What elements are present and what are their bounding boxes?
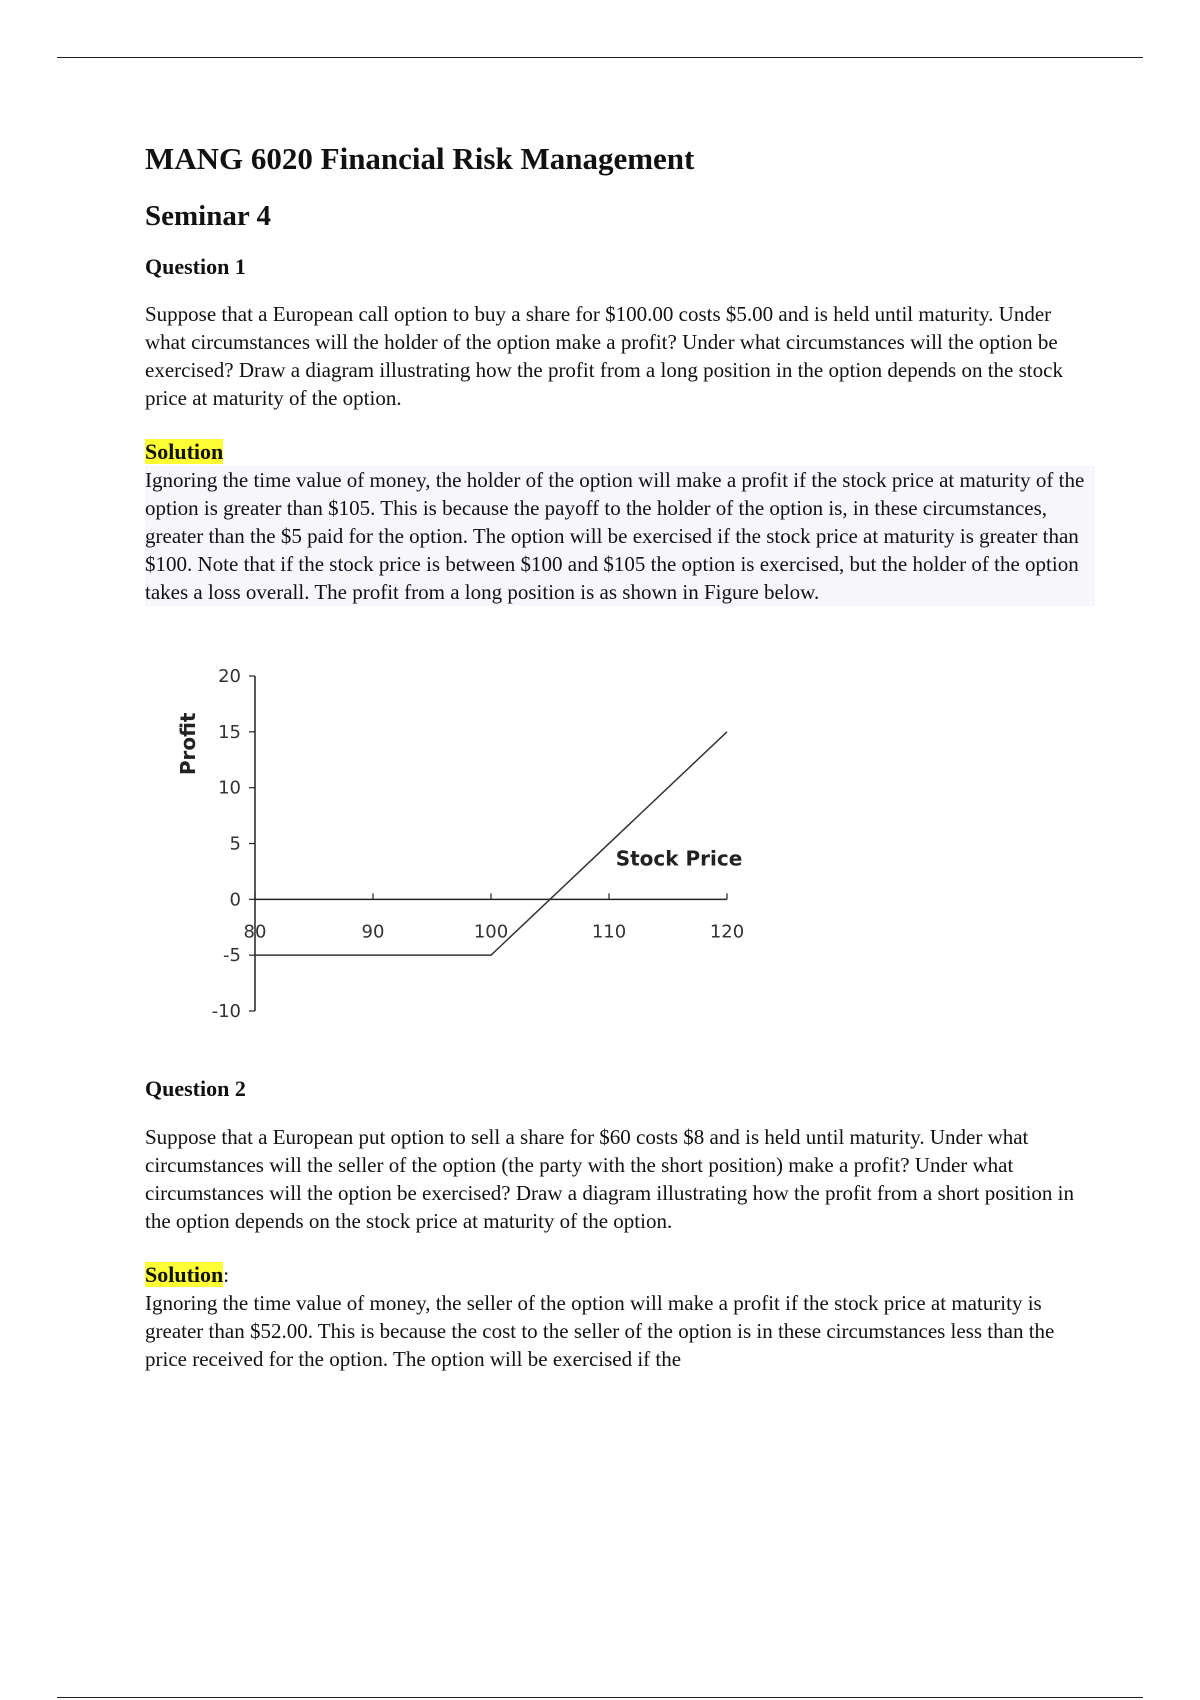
x-tick-label: 100	[473, 921, 509, 943]
y-tick-label: -5	[223, 945, 241, 967]
question-1-text: Suppose that a European call option to buy a share for $100.00 costs $5.00 and is held until maturity. Under what circumstances will the holder of the option make a profit? Under what circumstances will the option be exercised? Draw a diagram illustrating how the profit from a long position in the option depends on the stock price at maturity of the option.	[145, 302, 1063, 411]
profit-chart	[165, 636, 785, 1076]
solution-highlight: Solution	[145, 1261, 224, 1287]
y-axis-label: Profit	[176, 712, 200, 776]
question-1-solution-text: Ignoring the time value of money, the holder of the option will make a profit if the stock price at maturity of the option is greater than $105. This is because the payoff to the holder of the option is, in these circumstances, greater than the $5 paid for the option. The option will be exercised if the stock price at maturity is greater than $100. Note that if the stock price is between $100 and $105 the option is exercised, but the holder of the option takes a loss overall. The profit from a long position is as shown in Figure below.	[145, 466, 1095, 606]
x-tick-label: 110	[591, 921, 627, 943]
bottom-rule	[57, 1697, 1143, 1698]
y-tick-label: 5	[229, 833, 241, 855]
y-tick-label: 10	[218, 778, 241, 800]
y-tick-label: 20	[218, 666, 241, 688]
document-body	[145, 140, 1095, 1373]
x-tick-label: 90	[361, 921, 385, 943]
question-1-solution-label	[145, 438, 1095, 466]
top-rule	[57, 57, 1143, 58]
y-tick-label: 0	[229, 889, 241, 911]
document-title: MANG 6020 Financial Risk Management	[145, 141, 695, 176]
question-2-solution-text: Ignoring the time value of money, the seller of the option will make a profit if the stock price at maturity is greater than $52.00. This is because the cost to the seller of the option is in these circumstances less than the price received for the option. The option will be exercised if the	[145, 1290, 1055, 1371]
x-tick-label: 120	[709, 921, 745, 943]
question-1-heading: Question 1	[145, 253, 246, 279]
question-2-heading: Question 2	[145, 1076, 246, 1102]
solution-colon: :	[223, 1262, 230, 1287]
y-tick-label: -10	[211, 1001, 241, 1023]
profit-chart-svg	[165, 636, 785, 1076]
seminar-heading: Seminar 4	[145, 200, 271, 233]
question-2-text: Suppose that a European put option to sell a share for $60 costs $8 and is held until maturity. Under what circumstances will the seller of the option (the party with the short position) make a profit? Under what circumstances will the option be exercised? Draw a diagram illustrating how the profit from a short position in the option depends on the stock price at maturity of the option.	[145, 1124, 1075, 1233]
x-axis-label: Stock Price	[615, 846, 743, 871]
x-tick-label: 80	[243, 921, 267, 943]
question-2-solution-label	[145, 1261, 1095, 1289]
solution-highlight: Solution	[145, 439, 224, 465]
y-tick-label: 15	[218, 722, 241, 744]
